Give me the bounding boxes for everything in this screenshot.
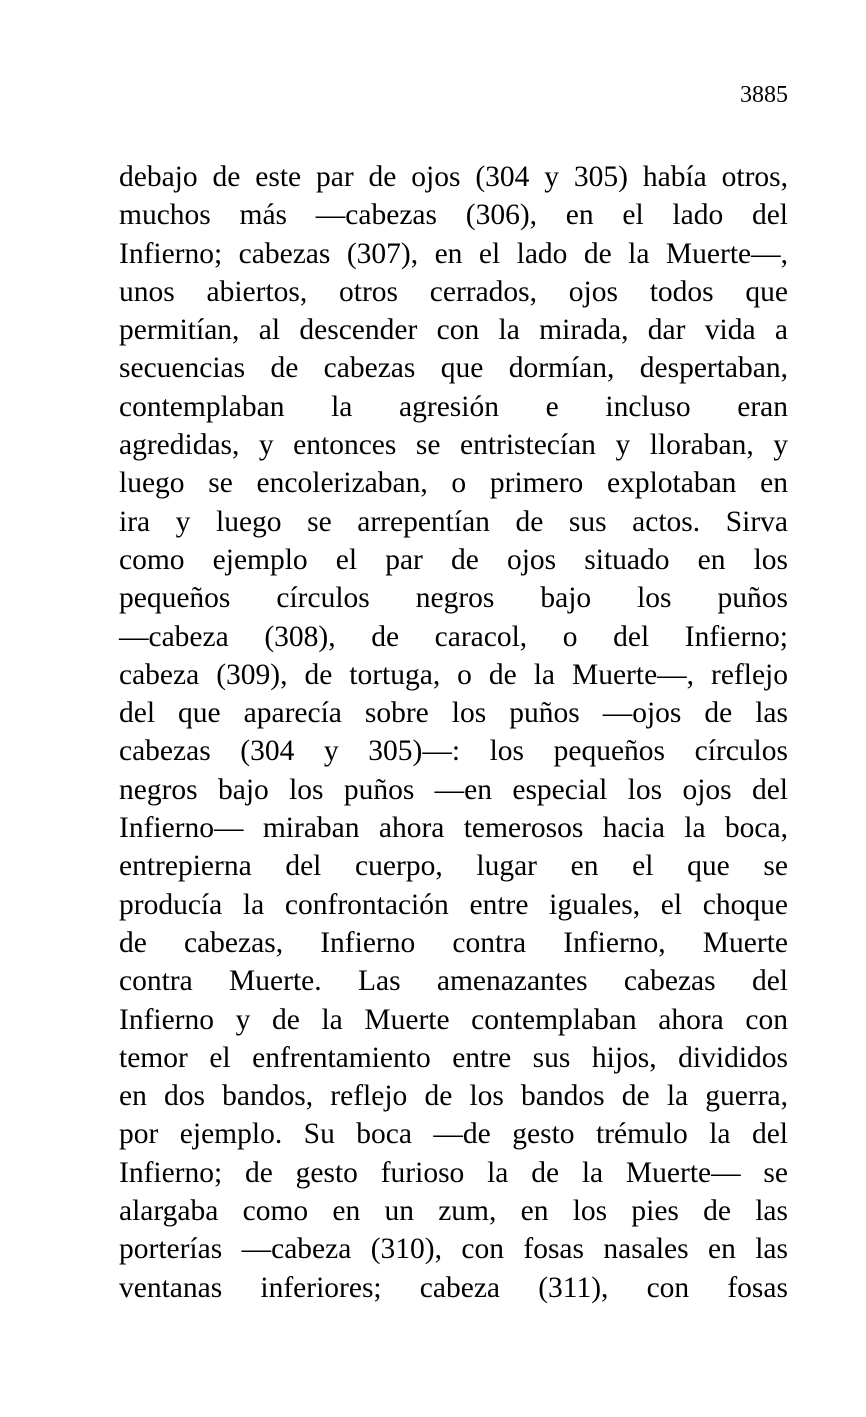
text-line: negros bajo los puños —en especial los ojos del	[119, 773, 788, 806]
text-line: alargaba como en un zum, en los pies de las	[119, 1195, 788, 1228]
text-line: producía la confrontación entre iguales, el choque	[119, 888, 788, 921]
text-line: debajo de este par de ojos (304 y 305) había otros,	[119, 161, 788, 193]
text-line: Infierno; de gesto furioso la de la Muerte— se	[119, 1156, 788, 1189]
text-line: ira y luego se arrepentían de sus actos. Sirva	[119, 505, 788, 538]
text-line: porterías —cabeza (310), con fosas nasales en las	[119, 1233, 788, 1266]
text-line: Infierno y de la Muerte contemplaban ahora con	[119, 1003, 788, 1036]
text-line: del que aparecía sobre los puños —ojos de las	[119, 697, 788, 730]
body-text	[119, 158, 788, 1307]
text-line: ventanas inferiores; cabeza (311), con fosas	[119, 1271, 788, 1304]
text-line: Infierno— miraban ahora temerosos hacia la boca,	[119, 812, 788, 845]
text-line: de cabezas, Infierno contra Infierno, Muerte	[119, 926, 788, 959]
text-line: luego se encolerizaban, o primero explotaban en	[119, 467, 788, 500]
text-line: agredidas, y entonces se entristecían y lloraban, y	[119, 429, 788, 462]
text-line: unos abiertos, otros cerrados, ojos todos que	[119, 275, 788, 308]
text-line: permitían, al descender con la mirada, dar vida a	[119, 314, 788, 347]
text-line: temor el enfrentamiento entre sus hijos, divididos	[119, 1041, 788, 1074]
text-line: como ejemplo el par de ojos situado en los	[119, 543, 788, 576]
text-line: secuencias de cabezas que dormían, despertaban,	[119, 352, 788, 385]
text-line: cabezas (304 y 305)—: los pequeños círculos	[119, 735, 788, 768]
text-line: en dos bandos, reflejo de los bandos de la guerra,	[119, 1080, 788, 1113]
text-line: entrepierna del cuerpo, lugar en el que se	[119, 850, 788, 883]
text-line: cabeza (309), de tortuga, o de la Muerte—, reflejo	[119, 658, 788, 691]
text-line: por ejemplo. Su boca —de gesto trémulo la del	[119, 1118, 788, 1151]
text-line: muchos más —cabezas (306), en el lado del	[119, 199, 788, 232]
page-number: 3885	[740, 82, 788, 108]
text-line: Infierno; cabezas (307), en el lado de la Muerte—,	[119, 237, 788, 270]
text-line: —cabeza (308), de caracol, o del Infierno;	[119, 620, 788, 653]
text-line: contemplaban la agresión e incluso eran	[119, 390, 788, 423]
text-line: pequeños círculos negros bajo los puños	[119, 582, 788, 615]
text-line: contra Muerte. Las amenazantes cabezas del	[119, 965, 788, 998]
